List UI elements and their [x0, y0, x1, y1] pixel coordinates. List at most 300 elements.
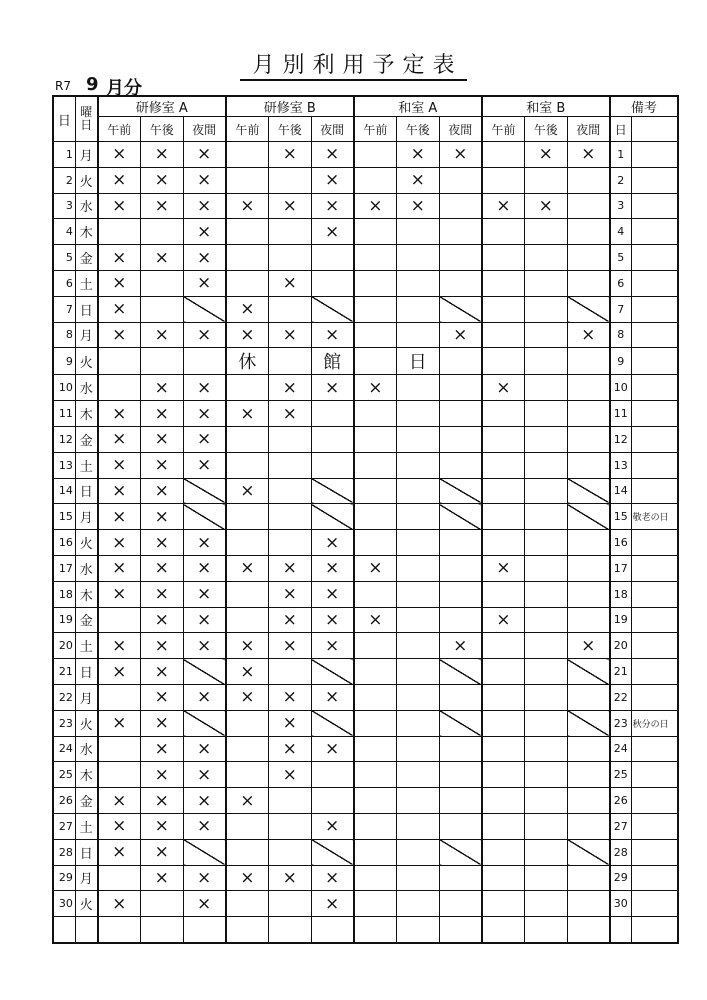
slot-training-a-morning: ×	[98, 401, 141, 427]
slot-training-b-afternoon: ×	[268, 322, 311, 348]
slot-washitsu-b-evening	[567, 581, 610, 607]
slot-training-b-afternoon	[268, 917, 311, 943]
slot-washitsu-a-evening	[439, 375, 482, 401]
slot-washitsu-a-afternoon	[396, 581, 439, 607]
slot-washitsu-a-morning	[354, 426, 397, 452]
slot-washitsu-a-afternoon	[396, 296, 439, 322]
slot-training-b-morning	[226, 813, 269, 839]
slot-washitsu-b-evening	[567, 504, 610, 530]
slot-washitsu-a-evening	[439, 736, 482, 762]
slot-washitsu-b-afternoon	[524, 917, 567, 943]
slot-washitsu-a-morning	[354, 581, 397, 607]
slot-training-b-morning: ×	[226, 296, 269, 322]
weekday-cell: 月	[75, 865, 97, 891]
table-row	[53, 736, 678, 762]
slot-training-a-morning: ×	[98, 504, 141, 530]
room-header-training-a: 研修室 A	[98, 96, 226, 117]
era-label: R7	[55, 79, 71, 93]
weekday-cell: 金	[75, 607, 97, 633]
slot-training-b-morning	[226, 504, 269, 530]
day-right-cell: 30	[610, 891, 631, 917]
table-row	[53, 633, 678, 659]
closed-day-mark: 休	[226, 348, 269, 375]
slot-washitsu-a-evening	[439, 270, 482, 296]
slot-washitsu-a-morning	[354, 478, 397, 504]
slot-training-a-afternoon: ×	[140, 167, 183, 193]
slot-washitsu-a-afternoon	[396, 322, 439, 348]
slot-training-a-evening	[183, 659, 226, 685]
table-row	[53, 504, 678, 530]
slot-training-b-morning: ×	[226, 684, 269, 710]
slot-washitsu-b-afternoon	[524, 296, 567, 322]
day-cell: 10	[53, 375, 75, 401]
table-row	[53, 478, 678, 504]
slot-training-b-evening: ×	[311, 607, 354, 633]
slot-training-a-morning: ×	[98, 659, 141, 685]
table-row	[53, 530, 678, 556]
slot-washitsu-a-afternoon	[396, 736, 439, 762]
slot-washitsu-b-afternoon	[524, 375, 567, 401]
slot-washitsu-b-afternoon	[524, 710, 567, 736]
slot-training-b-morning	[226, 607, 269, 633]
weekday-cell: 日	[75, 659, 97, 685]
notes-cell	[631, 555, 678, 581]
slot-washitsu-b-evening: ×	[567, 322, 610, 348]
weekday-cell: 月	[75, 142, 97, 168]
slot-training-a-afternoon: ×	[140, 245, 183, 271]
slot-washitsu-a-evening	[439, 813, 482, 839]
slot-washitsu-a-evening	[439, 555, 482, 581]
slot-training-b-evening	[311, 452, 354, 478]
slot-washitsu-a-afternoon	[396, 478, 439, 504]
slot-cell	[439, 348, 482, 375]
slot-washitsu-b-afternoon	[524, 839, 567, 865]
slot-washitsu-a-morning	[354, 270, 397, 296]
day-cell: 3	[53, 193, 75, 219]
slot-washitsu-a-afternoon	[396, 891, 439, 917]
slot-training-b-afternoon	[268, 245, 311, 271]
slot-washitsu-a-morning: ×	[354, 193, 397, 219]
slot-training-b-morning: ×	[226, 555, 269, 581]
slot-washitsu-b-morning	[482, 813, 525, 839]
slot-training-a-evening: ×	[183, 684, 226, 710]
weekday-cell: 木	[75, 762, 97, 788]
room-header-washitsu-b: 和室 B	[482, 96, 610, 117]
day-cell: 15	[53, 504, 75, 530]
slot-washitsu-b-afternoon: ×	[524, 142, 567, 168]
slot-training-a-afternoon: ×	[140, 788, 183, 814]
slot-training-a-afternoon: ×	[140, 684, 183, 710]
slot-training-a-morning	[98, 865, 141, 891]
slot-training-b-morning	[226, 219, 269, 245]
day-right-cell: 25	[610, 762, 631, 788]
slot-washitsu-a-afternoon	[396, 555, 439, 581]
slot-training-b-evening: ×	[311, 581, 354, 607]
slot-washitsu-a-morning	[354, 322, 397, 348]
slot-training-a-morning: ×	[98, 633, 141, 659]
slot-training-b-morning	[226, 917, 269, 943]
notes-cell	[631, 788, 678, 814]
slot-training-b-afternoon	[268, 839, 311, 865]
slot-washitsu-a-morning	[354, 142, 397, 168]
slot-washitsu-b-afternoon	[524, 762, 567, 788]
slot-washitsu-a-afternoon	[396, 659, 439, 685]
slot-washitsu-a-afternoon	[396, 426, 439, 452]
slot-washitsu-a-morning	[354, 865, 397, 891]
notes-cell	[631, 219, 678, 245]
slot-washitsu-b-evening	[567, 555, 610, 581]
slot-header: 午前	[482, 117, 525, 142]
notes-cell	[631, 348, 678, 375]
weekday-cell: 土	[75, 452, 97, 478]
slot-washitsu-a-evening	[439, 401, 482, 427]
slot-training-a-afternoon: ×	[140, 865, 183, 891]
slot-washitsu-b-morning	[482, 219, 525, 245]
slot-washitsu-b-afternoon: ×	[524, 193, 567, 219]
slot-training-b-afternoon: ×	[268, 142, 311, 168]
table-row	[53, 348, 678, 375]
slot-training-b-evening	[311, 401, 354, 427]
slot-washitsu-a-morning: ×	[354, 555, 397, 581]
slot-training-b-evening: ×	[311, 219, 354, 245]
day-right-cell: 26	[610, 788, 631, 814]
slot-training-a-morning	[98, 219, 141, 245]
slot-washitsu-b-afternoon	[524, 245, 567, 271]
slot-training-a-evening	[183, 710, 226, 736]
day-right-cell: 27	[610, 813, 631, 839]
notes-cell	[631, 865, 678, 891]
slot-training-a-morning: ×	[98, 891, 141, 917]
slot-training-a-morning: ×	[98, 296, 141, 322]
slot-training-a-evening	[183, 917, 226, 943]
slot-training-a-afternoon	[140, 296, 183, 322]
slot-training-b-afternoon: ×	[268, 736, 311, 762]
slot-training-b-morning	[226, 142, 269, 168]
slot-training-b-morning	[226, 270, 269, 296]
slot-training-a-evening: ×	[183, 322, 226, 348]
slot-washitsu-b-morning: ×	[482, 193, 525, 219]
slot-training-a-afternoon: ×	[140, 478, 183, 504]
slot-training-b-evening	[311, 426, 354, 452]
day-right-cell: 21	[610, 659, 631, 685]
slot-washitsu-b-morning: ×	[482, 607, 525, 633]
day-cell: 14	[53, 478, 75, 504]
table-row	[53, 193, 678, 219]
weekday-cell: 日	[75, 296, 97, 322]
slot-washitsu-b-afternoon	[524, 426, 567, 452]
slot-training-a-afternoon: ×	[140, 142, 183, 168]
slot-training-a-afternoon: ×	[140, 452, 183, 478]
slot-washitsu-a-afternoon	[396, 917, 439, 943]
slot-training-b-evening	[311, 659, 354, 685]
table-row	[53, 142, 678, 168]
slot-training-a-morning: ×	[98, 426, 141, 452]
day-right-cell: 14	[610, 478, 631, 504]
slot-training-b-morning	[226, 375, 269, 401]
slot-training-b-afternoon: ×	[268, 401, 311, 427]
notes-cell	[631, 891, 678, 917]
slot-washitsu-b-afternoon	[524, 322, 567, 348]
slot-washitsu-b-evening	[567, 426, 610, 452]
slot-training-a-evening	[183, 839, 226, 865]
slot-washitsu-b-afternoon	[524, 452, 567, 478]
slot-training-a-evening: ×	[183, 167, 226, 193]
slot-washitsu-a-afternoon	[396, 270, 439, 296]
slot-washitsu-b-evening	[567, 193, 610, 219]
slot-washitsu-b-morning	[482, 478, 525, 504]
slot-training-a-morning: ×	[98, 813, 141, 839]
slot-washitsu-a-afternoon	[396, 401, 439, 427]
slot-washitsu-a-afternoon	[396, 813, 439, 839]
slot-training-a-afternoon: ×	[140, 710, 183, 736]
slot-training-a-evening: ×	[183, 530, 226, 556]
slot-header: 夜間	[567, 117, 610, 142]
slot-washitsu-a-afternoon	[396, 710, 439, 736]
slot-washitsu-b-evening	[567, 736, 610, 762]
notes-cell	[631, 917, 678, 943]
slot-washitsu-a-afternoon: ×	[396, 142, 439, 168]
day-right-cell: 3	[610, 193, 631, 219]
slot-cell	[268, 348, 311, 375]
day-right-cell: 29	[610, 865, 631, 891]
weekday-cell: 月	[75, 322, 97, 348]
slot-washitsu-a-evening	[439, 917, 482, 943]
day-cell: 23	[53, 710, 75, 736]
weekday-cell: 金	[75, 245, 97, 271]
slot-training-b-afternoon: ×	[268, 633, 311, 659]
slot-training-a-morning: ×	[98, 581, 141, 607]
day-right-cell: 28	[610, 839, 631, 865]
slot-cell	[567, 348, 610, 375]
slot-washitsu-b-evening	[567, 478, 610, 504]
day-right-cell: 4	[610, 219, 631, 245]
slot-washitsu-a-afternoon	[396, 245, 439, 271]
slot-washitsu-a-morning	[354, 762, 397, 788]
slot-training-a-morning: ×	[98, 142, 141, 168]
notes-cell: 秋分の日	[631, 710, 678, 736]
slot-training-a-morning: ×	[98, 452, 141, 478]
notes-cell	[631, 607, 678, 633]
slot-training-a-evening	[183, 478, 226, 504]
weekday-cell: 火	[75, 167, 97, 193]
slot-training-a-evening: ×	[183, 736, 226, 762]
table-row	[53, 322, 678, 348]
slot-washitsu-a-morning: ×	[354, 607, 397, 633]
table-row	[53, 245, 678, 271]
slot-washitsu-a-morning	[354, 917, 397, 943]
weekday-cell: 水	[75, 375, 97, 401]
slot-cell	[354, 348, 397, 375]
day-cell: 18	[53, 581, 75, 607]
slot-training-b-evening: ×	[311, 865, 354, 891]
slot-washitsu-b-evening	[567, 219, 610, 245]
slot-training-a-afternoon: ×	[140, 504, 183, 530]
notes-cell	[631, 684, 678, 710]
slot-training-b-afternoon	[268, 478, 311, 504]
slot-training-b-evening: ×	[311, 167, 354, 193]
slot-training-b-afternoon	[268, 452, 311, 478]
slot-training-b-evening: ×	[311, 684, 354, 710]
slot-training-a-afternoon: ×	[140, 322, 183, 348]
slot-training-b-morning	[226, 762, 269, 788]
day-right-cell: 11	[610, 401, 631, 427]
slot-training-a-morning: ×	[98, 530, 141, 556]
slot-training-a-afternoon: ×	[140, 762, 183, 788]
slot-cell	[482, 348, 525, 375]
page-title: 月別利用予定表	[0, 48, 707, 79]
slot-washitsu-b-evening	[567, 245, 610, 271]
slot-washitsu-b-afternoon	[524, 891, 567, 917]
slot-washitsu-a-morning	[354, 839, 397, 865]
slot-washitsu-a-afternoon	[396, 452, 439, 478]
day-right-cell: 6	[610, 270, 631, 296]
slot-washitsu-a-evening	[439, 684, 482, 710]
day-cell: 12	[53, 426, 75, 452]
slot-training-b-morning	[226, 452, 269, 478]
slot-training-b-evening	[311, 917, 354, 943]
slot-header: 午後	[140, 117, 183, 142]
slot-washitsu-b-afternoon	[524, 219, 567, 245]
slot-training-b-morning	[226, 426, 269, 452]
slot-washitsu-a-afternoon	[396, 633, 439, 659]
slot-header: 午後	[524, 117, 567, 142]
slot-washitsu-b-morning	[482, 710, 525, 736]
slot-training-b-afternoon: ×	[268, 555, 311, 581]
day-cell: 4	[53, 219, 75, 245]
slot-washitsu-a-afternoon	[396, 607, 439, 633]
slot-washitsu-a-evening	[439, 762, 482, 788]
day-right-cell	[610, 917, 631, 943]
slot-washitsu-a-morning	[354, 710, 397, 736]
table-row	[53, 891, 678, 917]
slot-training-b-evening	[311, 270, 354, 296]
day-right-cell: 12	[610, 426, 631, 452]
notes-cell	[631, 245, 678, 271]
slot-washitsu-b-morning	[482, 426, 525, 452]
slot-training-b-evening: ×	[311, 142, 354, 168]
slot-training-b-evening	[311, 839, 354, 865]
weekday-header: 曜 日	[75, 96, 97, 142]
day-right-cell: 22	[610, 684, 631, 710]
slot-training-b-evening: ×	[311, 813, 354, 839]
day-right-cell: 24	[610, 736, 631, 762]
day-right-cell: 8	[610, 322, 631, 348]
table-row	[53, 375, 678, 401]
slot-training-a-evening: ×	[183, 813, 226, 839]
slot-washitsu-b-morning	[482, 504, 525, 530]
slot-header: 午前	[226, 117, 269, 142]
slot-washitsu-b-morning	[482, 865, 525, 891]
day-cell: 13	[53, 452, 75, 478]
slot-training-b-afternoon: ×	[268, 710, 311, 736]
slot-washitsu-a-evening: ×	[439, 633, 482, 659]
slot-washitsu-b-evening	[567, 917, 610, 943]
table-row	[53, 659, 678, 685]
slot-training-b-afternoon	[268, 813, 311, 839]
slot-training-a-afternoon	[140, 219, 183, 245]
slot-washitsu-a-evening	[439, 296, 482, 322]
notes-cell: 敬老の日	[631, 504, 678, 530]
slot-training-a-evening: ×	[183, 891, 226, 917]
day-cell: 30	[53, 891, 75, 917]
slot-training-a-afternoon: ×	[140, 581, 183, 607]
slot-washitsu-b-evening: ×	[567, 633, 610, 659]
day-cell: 20	[53, 633, 75, 659]
slot-washitsu-b-evening	[567, 762, 610, 788]
slot-washitsu-a-morning	[354, 296, 397, 322]
slot-training-a-morning: ×	[98, 839, 141, 865]
slot-training-b-afternoon: ×	[268, 762, 311, 788]
slot-training-b-afternoon	[268, 530, 311, 556]
slot-washitsu-a-afternoon	[396, 219, 439, 245]
slot-washitsu-a-morning	[354, 219, 397, 245]
slot-washitsu-b-morning: ×	[482, 375, 525, 401]
slot-training-a-morning: ×	[98, 322, 141, 348]
slot-washitsu-b-evening	[567, 270, 610, 296]
slot-washitsu-b-evening: ×	[567, 142, 610, 168]
slot-training-b-evening	[311, 245, 354, 271]
slot-washitsu-b-afternoon	[524, 401, 567, 427]
table-row	[53, 426, 678, 452]
slot-training-a-afternoon: ×	[140, 401, 183, 427]
slot-header: 夜間	[439, 117, 482, 142]
table-row	[53, 296, 678, 322]
notes-cell	[631, 426, 678, 452]
closed-day-mark: 日	[396, 348, 439, 375]
slot-training-a-evening: ×	[183, 193, 226, 219]
slot-washitsu-b-morning	[482, 659, 525, 685]
slot-washitsu-a-afternoon	[396, 839, 439, 865]
slot-training-a-evening: ×	[183, 555, 226, 581]
slot-washitsu-a-evening	[439, 193, 482, 219]
slot-training-a-morning: ×	[98, 193, 141, 219]
day-cell: 24	[53, 736, 75, 762]
slot-training-b-evening: ×	[311, 322, 354, 348]
notes-cell	[631, 530, 678, 556]
slot-training-b-morning: ×	[226, 788, 269, 814]
slot-training-a-afternoon: ×	[140, 555, 183, 581]
slot-training-a-morning: ×	[98, 710, 141, 736]
slot-training-a-evening: ×	[183, 633, 226, 659]
room-header-training-b: 研修室 B	[226, 96, 354, 117]
slot-washitsu-b-afternoon	[524, 865, 567, 891]
slot-training-b-afternoon: ×	[268, 270, 311, 296]
day-right-cell: 20	[610, 633, 631, 659]
slot-training-b-evening	[311, 478, 354, 504]
slot-washitsu-b-morning: ×	[482, 555, 525, 581]
slot-training-b-morning	[226, 839, 269, 865]
weekday-cell: 月	[75, 684, 97, 710]
slot-training-a-evening: ×	[183, 865, 226, 891]
room-header-washitsu-a: 和室 A	[354, 96, 482, 117]
slot-training-a-morning: ×	[98, 555, 141, 581]
weekday-cell: 水	[75, 555, 97, 581]
weekday-cell: 水	[75, 736, 97, 762]
slot-washitsu-b-afternoon	[524, 530, 567, 556]
slot-training-a-afternoon	[140, 891, 183, 917]
slot-training-b-morning	[226, 167, 269, 193]
slot-washitsu-b-evening	[567, 891, 610, 917]
slot-training-b-evening: ×	[311, 633, 354, 659]
day-cell: 28	[53, 839, 75, 865]
slot-training-b-afternoon	[268, 659, 311, 685]
day-cell: 29	[53, 865, 75, 891]
slot-washitsu-b-afternoon	[524, 504, 567, 530]
table-row	[53, 167, 678, 193]
slot-training-b-afternoon	[268, 891, 311, 917]
table-row	[53, 452, 678, 478]
slot-training-a-afternoon: ×	[140, 193, 183, 219]
